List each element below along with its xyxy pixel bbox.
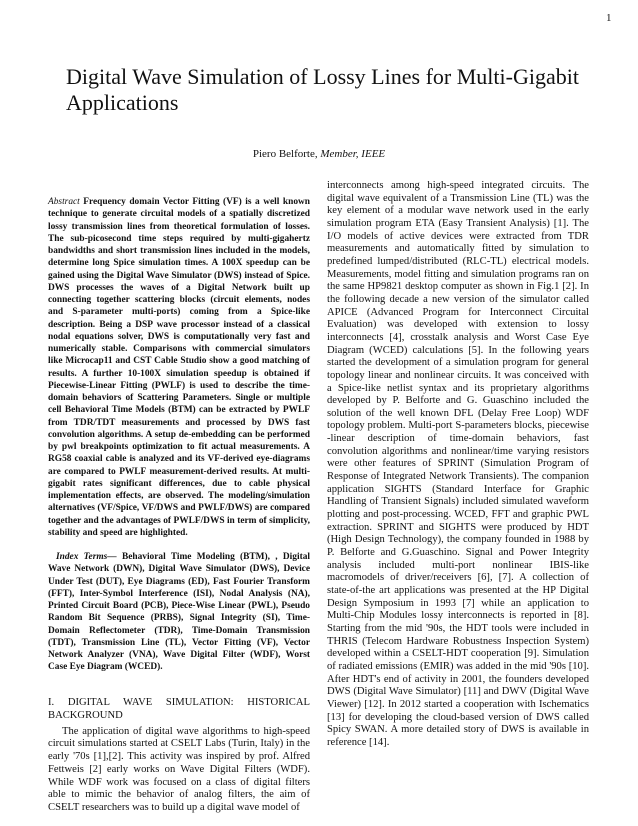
right-column-text: interconnects among high-speed integrated circuits. The digital wave equivalent of a Transmission Line (TL) was the key element of a modular wave network used in the early simulation program ETA (Easy Transient Analysis) [1]. The I/O models of active devices were extracted from TDR measurements and automatically fitted by simulation to predefined lumped/distributed (RLC-TL) electrical models. Measurements, model fitting and simulation programs ran on the same HP9821 desktop computer as shown in Fig.1 [2]. In the following decade a new version of the simulator called APICE (Advanced Program for Interconnect Circuital Evaluation) was developed with extension to lossy interconnects [4], crosstalk analysis and Worst Case Eye Diagram (WCED) calculations [5]. In the following years started the development of a simulation program for general topology linear and nonlinear circuits. It was conceived with a Spice-like netlist syntax and its proprietary algorithms developed by P. Belforte and G. Guaschino included the solution of the well known DFL (Delay Free Loop) WDF topology problem. Multi-port S-parameters blocks, piecewise -linear description of time-domain behaviors, fast convolution algorithms and nonlinear/time varying resistors were other features of SPRINT (Simulation Program of Response of Integrated Network Transients). The companion application SIGHTS (Standard Interface for Graphic Handling of Transient Signals) included simulated waveform plotting and post-processing. WCED, FFT and graphic PWL extraction. SPRINT and SIGHTS were produced by HDT (High Design Technology), the company founded in 1988 by P. Belforte and G.Guaschino. Signal and Power Integrity analysis included multi-port nonlinear IBIS-like macromodels of driver/receivers [6], [7]. A collection of state-of-the art applications was presented at the HP Digital Design Symposium in 1993 [7] while an application to Multi-Chip Modules lossy interconnects is reported in [8]. Starting from the mid '90s, the HDT tools were included in THRIS (Telecom Hardware Robustness Inspection System) developed within a CSELT-HDT cooperation [9]. Simulation of radiated emissions (EMIR) was added in the mid '90s [10]. After HDT's end of activity in 2001, the founders developed DWS (Digital Wave Simulator) [11] and DWV (Digital Wave Viewer) [12]. In 2012 started a cooperation with Ischematics [13] for developing the cloud-based version of DWS called Spicy SWAN. A more detailed story of DWS is available in reference [14]. [327,180,589,748]
index-terms [48,551,310,674]
author-name: Piero Belforte, [252,148,318,160]
abstract-lead: Abstract [48,197,80,207]
section-heading: I. DIGITAL WAVE SIMULATION: HISTORICAL BACKGROUND [48,696,310,721]
abstract [48,196,310,539]
right-column [327,180,589,750]
left-column [48,196,310,815]
page-number: 1 [606,12,612,24]
intro-paragraph: The application of digital wave algorithms to high-speed circuit simulations started at CSELT Labs (Turin, Italy) in the early '70s [1],[2]. This activity was inspired by prof. Alfred Fettweis [2] early works on Wave Digital Filters (WDF). While WDF work was focused on a class of digital filters able to mimic the behavior of analog filters, the aim of CSELT researchers was to build up a digital wave model of [48,725,310,814]
index-terms-text: Behavioral Time Modeling (BTM), , Digital Wave Network (DWN), Digital Wave Simulator (DWS), Device Under Test (DUT), Eye Diagrams (ED), Fast Fourier Transform (FFT), Inter-Symbol Interference (ISI), Nodal Analysis (NA), Printed Circuit Board (PCB), Piece-Wise Linear (PWL), Pseudo Random Bit Sequence (PRBS), Signal Integrity (SI), Time-Domain Reflectometer (TDR), Time-Domain Transmission (TDT), Transmission Line (TL), Vector Fitting (VF), Vector Network Analyzer (VNA), Wave Digital Filter (WDF), Worst Case Eye Diagram (WCED). [48,552,310,673]
abstract-text: Frequency domain Vector Fitting (VF) is a well known technique to generate circuital models of a spatially discretized lossy transmission lines from theoretical formulation of losses. The sub-picosecond time steps required by multi-gigahertz bandwidths and short transmission lines included in the models, determine long Spice simulation times. A 100X speedup can be gained using the Digital Wave Simulator (DWS) instead of Spice. DWS processes the waves of a Digital Network built up connecting together scattering blocks (circuit elements, nodes and S-parameter multi-ports) coming from a Spice-like description. Being a DSP wave processor instead of a classical nodal equations solver, DWS is computationally very fast and numerically stable. Comparisons with commercial simulators like Microcap11 and CST Cable Studio show a good matching of results. A further 10-100X simulation speedup is obtained if Piecewise-Linear Fitting (PWLF) is used to describe the time-domain behaviors of Scattering Parameters. Single or multiple cell Behavioral Time Models (BTM) can be extracted by PWLF from TDR/TDT measurements and processed by DWS fast convolution algorithms. A setup de-embedding can be performed by pwl breakpoints optimization to fit actual measurements. A RG58 coaxial cable is analyzed and its VF-derived eye-diagrams are compared to PWLF measurement-derived results. At multi-gigabit rates significant differences, due to cable physical implementation effects, are observed. The modeling/simulation alternatives (VF/Spice, VF/DWS and PWLF/DWS) are compared together and the advantages of PWLF/DWS in term of simplicity, stability and speed are highlighted. [48,197,310,538]
index-terms-lead: Index Terms— [56,552,117,562]
author-line [0,148,638,160]
author-affiliation: Member, IEEE [320,148,386,160]
paper-title: Digital Wave Simulation of Lossy Lines for Multi-Gigabit Applications [66,64,579,115]
